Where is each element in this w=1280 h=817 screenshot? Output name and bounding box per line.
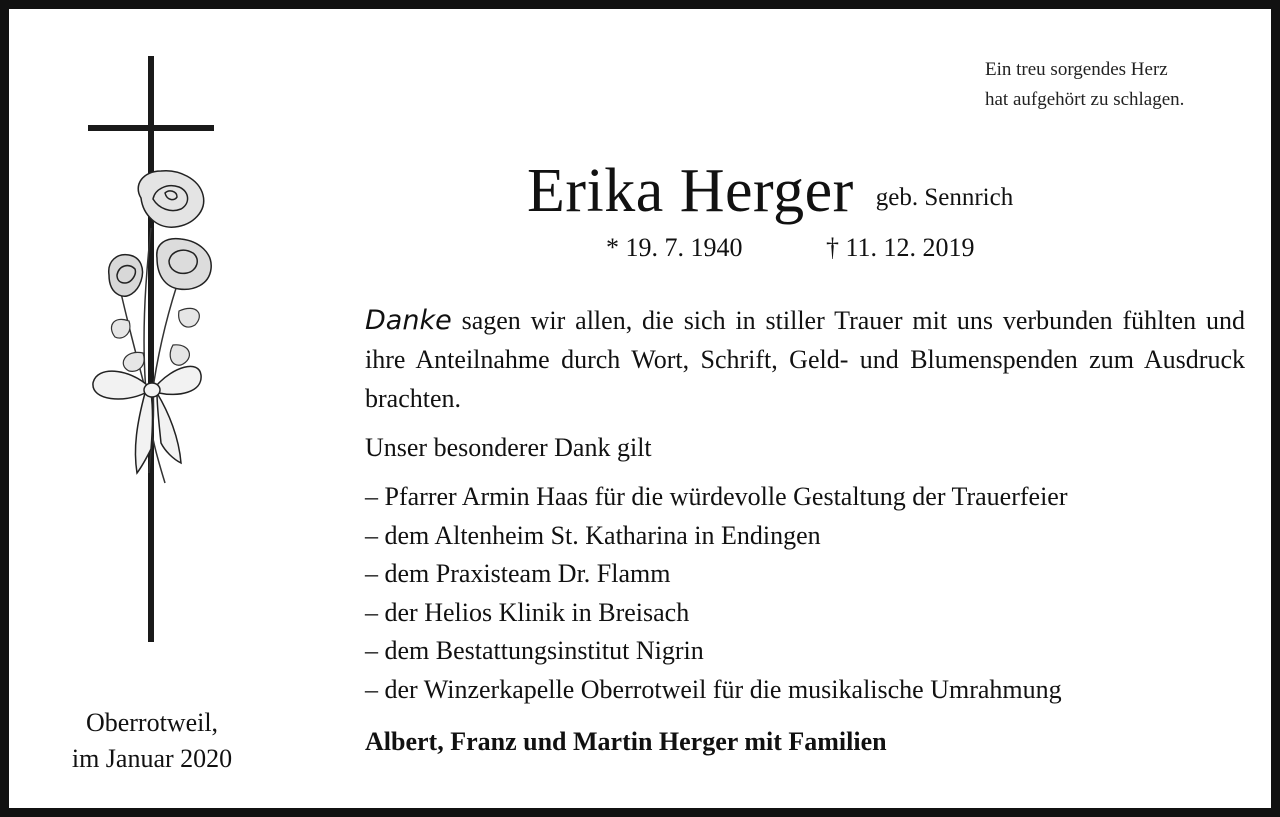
birth-date: * 19. 7. 1940 <box>606 233 743 262</box>
cross-with-roses-icon <box>81 53 226 645</box>
place-and-date <box>29 705 275 777</box>
list-item: – der Winzerkapelle Oberrotweil für die musikalische Umrahmung <box>365 674 1062 704</box>
deceased-heading <box>527 155 1013 227</box>
motto <box>985 55 1255 115</box>
list-item: – dem Altenheim St. Katharina in Endingen <box>365 520 821 550</box>
death-date: † 11. 12. 2019 <box>826 233 975 262</box>
list-item: – dem Bestattungsinstitut Nigrin <box>365 636 704 665</box>
special-thanks-heading: Unser besonderer Dank gilt <box>365 433 652 462</box>
thanks-intro <box>365 301 1245 418</box>
motto-line-2: hat aufgehört zu schlagen. <box>985 89 1185 110</box>
thanks-section <box>365 301 1245 761</box>
thanks-intro-text: sagen wir allen, die sich in stiller Trauer mit uns verbunden fühlten und ihre Anteilnahme durch Wort, Schrift, Geld- und Blumenspenden zum Ausdruck brachten. <box>365 306 1246 413</box>
list-item: – Pfarrer Armin Haas für die würdevolle Gestaltung der Trauerfeier <box>365 482 1068 511</box>
deceased-name: Erika Herger <box>527 157 854 225</box>
date-line: im Januar 2020 <box>71 744 233 773</box>
life-dates <box>606 231 975 265</box>
list-item: – dem Praxisteam Dr. Flamm <box>365 559 671 588</box>
place-line: Oberrotweil, <box>85 708 219 737</box>
list-item: – der Helios Klinik in Breisach <box>365 597 690 627</box>
motto-line-1: Ein treu sorgendes Herz <box>985 59 1168 80</box>
family-signature: Albert, Franz und Martin Herger mit Familien <box>365 727 887 756</box>
birth-name: geb. Sennrich <box>875 184 1014 211</box>
thanks-lead-word: Danke <box>365 305 452 336</box>
special-thanks-list <box>365 477 1245 708</box>
